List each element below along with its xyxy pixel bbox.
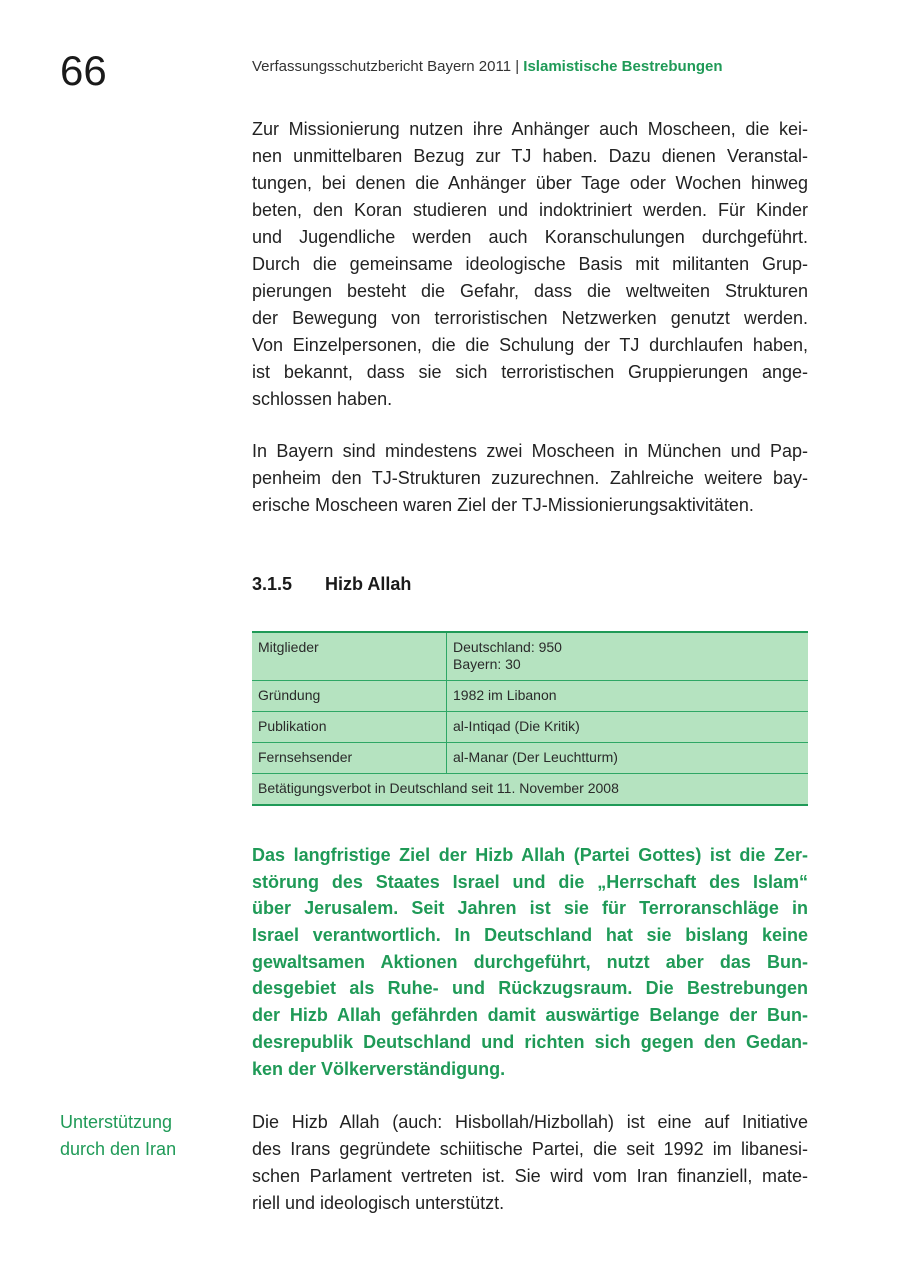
running-header bbox=[252, 58, 723, 75]
ban-note: Betätigungsverbot in Deutschland seit 11. November 2008 bbox=[252, 774, 808, 806]
text-line: schlossen haben. bbox=[252, 389, 393, 409]
publication-label: Publikation bbox=[252, 712, 447, 743]
margin-note-line: durch den Iran bbox=[60, 1139, 177, 1159]
tv-station-label: Fernsehsender bbox=[252, 743, 447, 774]
section-heading bbox=[252, 574, 411, 595]
members-germany: Deutschland: 950 bbox=[453, 639, 562, 655]
summary-line: über Jerusalem. Seit Jahren ist sie für Terroranschläge in bbox=[252, 898, 808, 919]
paragraph-bayern bbox=[252, 438, 808, 519]
table-row bbox=[252, 774, 808, 806]
summary-paragraph bbox=[252, 842, 808, 1082]
text-line: des Irans gegründete schiitische Partei, die seit 1992 im libanesi- bbox=[252, 1139, 808, 1159]
text-line: Zur Missionierung nutzen ihre Anhänger auch Moscheen, die kei- bbox=[252, 119, 808, 139]
section-number: 3.1.5 bbox=[252, 574, 293, 594]
summary-line: Israel verantwortlich. In Deutschland hat sie bislang keine bbox=[252, 925, 808, 946]
members-value bbox=[447, 632, 809, 681]
summary-line: desgebiet als Ruhe- und Rückzugsraum. Die Bestrebungen bbox=[252, 978, 808, 999]
text-line: nen unmittelbaren Bezug zur TJ haben. Dazu dienen Veranstal- bbox=[252, 146, 808, 166]
hizb-allah-fact-table bbox=[252, 631, 808, 806]
text-line: pierungen besteht die Gefahr, dass die weltweiten Strukturen bbox=[252, 281, 808, 301]
paragraph-iran bbox=[252, 1109, 808, 1217]
text-line: In Bayern sind mindestens zwei Moscheen in München und Pap- bbox=[252, 441, 808, 461]
text-line: ist bekannt, dass sie sich terroristischen Gruppierungen ange- bbox=[252, 362, 808, 382]
table-row bbox=[252, 712, 808, 743]
text-line: Durch die gemeinsame ideologische Basis mit militanten Grup- bbox=[252, 254, 808, 274]
summary-line: Das langfristige Ziel der Hizb Allah (Partei Gottes) ist die Zer- bbox=[252, 845, 808, 865]
founding-label: Gründung bbox=[252, 681, 447, 712]
report-title: Verfassungsschutzbericht Bayern 2011 bbox=[252, 58, 512, 75]
summary-line: gewaltsamen Aktionen durchgeführt, nutzt aber das Bun- bbox=[252, 951, 808, 972]
summary-line: ken der Völkerverständigung. bbox=[252, 1058, 506, 1079]
text-line: der Bewegung von terroristischen Netzwerken genutzt werden. bbox=[252, 308, 808, 328]
text-line: Von Einzelpersonen, die die Schulung der TJ durchlaufen haben, bbox=[252, 335, 808, 355]
margin-note-line: Unterstützung bbox=[60, 1112, 173, 1132]
text-line: tungen, bei denen die Anhänger über Tage oder Wochen hinweg bbox=[252, 173, 808, 193]
text-line: penheim den TJ-Strukturen zuzurechnen. Zahlreiche weitere bay- bbox=[252, 468, 808, 488]
summary-line: desrepublik Deutschland und richten sich gegen den Gedan- bbox=[252, 1031, 808, 1052]
text-line: riell und ideologisch unterstützt. bbox=[252, 1193, 505, 1213]
summary-line: störung des Staates Israel und die „Herrschaft des Islam“ bbox=[252, 871, 808, 892]
paragraph-missionierung bbox=[252, 116, 808, 413]
members-label: Mitglieder bbox=[252, 632, 447, 681]
section-heading-title: Hizb Allah bbox=[325, 574, 412, 594]
publication-value: al-Intiqad (Die Kritik) bbox=[447, 712, 809, 743]
text-line: beten, den Koran studieren und indoktriniert werden. Für Kinder bbox=[252, 200, 808, 220]
text-line: erische Moscheen waren Ziel der TJ-Missionierungsaktivitäten. bbox=[252, 495, 754, 515]
members-bavaria: Bayern: 30 bbox=[453, 656, 521, 672]
header-separator: | bbox=[515, 58, 520, 75]
text-line: schen Parlament vertreten ist. Sie wird vom Iran finanziell, mate- bbox=[252, 1166, 808, 1186]
tv-station-value: al-Manar (Der Leuchtturm) bbox=[447, 743, 809, 774]
text-line: und Jugendliche werden auch Koranschulungen durchgeführt. bbox=[252, 227, 808, 247]
table-row bbox=[252, 681, 808, 712]
table-row bbox=[252, 743, 808, 774]
section-title: Islamistische Bestrebungen bbox=[523, 58, 723, 75]
summary-line: der Hizb Allah gefährden damit auswärtige Belange der Bun- bbox=[252, 1005, 808, 1026]
text-line: Die Hizb Allah (auch: Hisbollah/Hizbollah) ist eine auf Initiative bbox=[252, 1112, 808, 1132]
page-number: 66 bbox=[60, 47, 107, 94]
founding-value: 1982 im Libanon bbox=[447, 681, 809, 712]
table-row bbox=[252, 632, 808, 681]
margin-note bbox=[60, 1109, 176, 1163]
